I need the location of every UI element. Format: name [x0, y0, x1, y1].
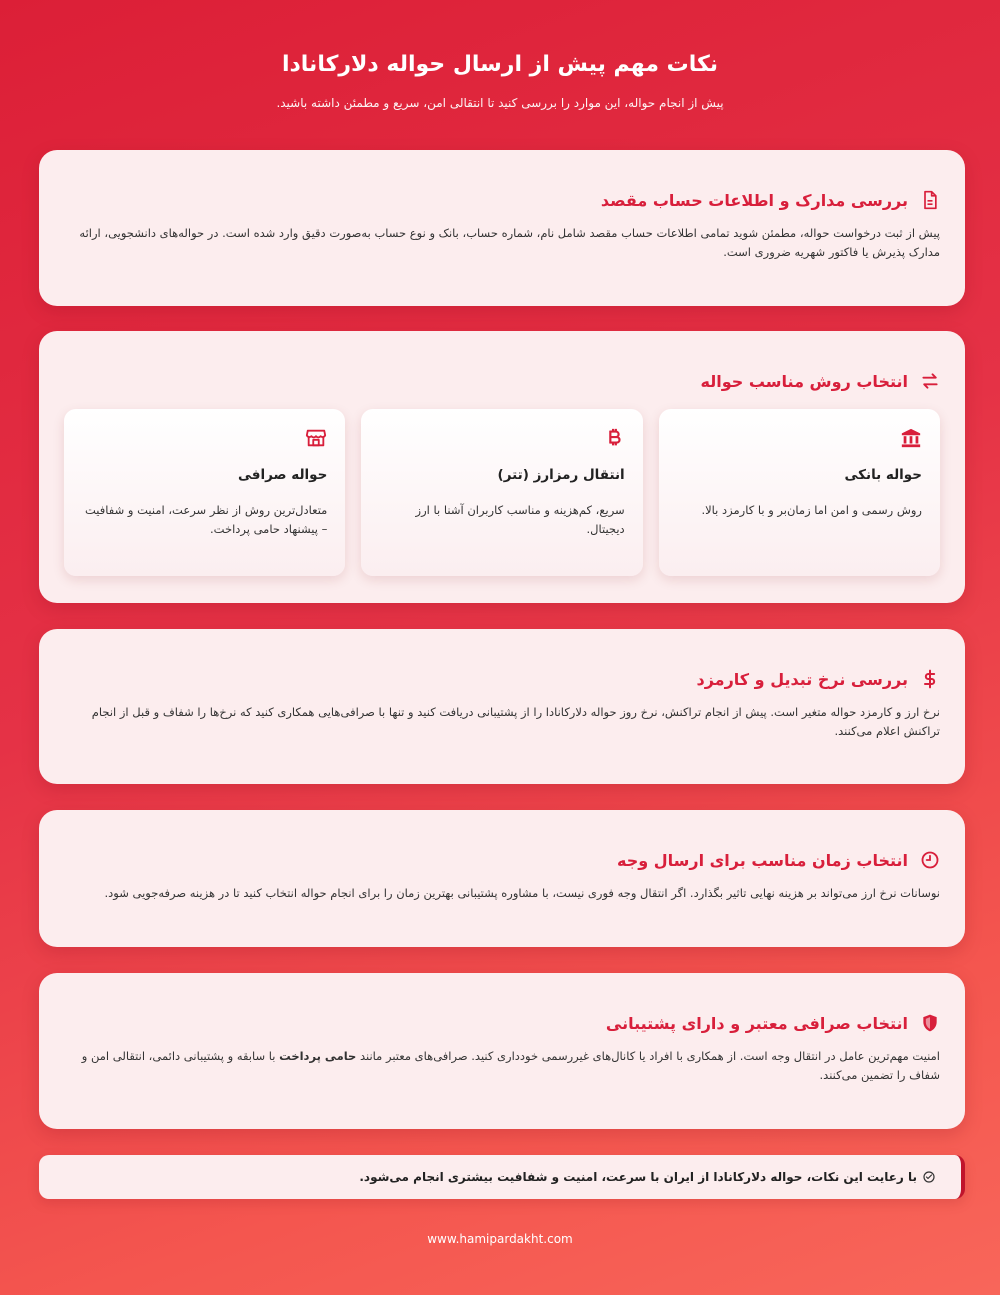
documents-card [39, 150, 965, 306]
summary-note [39, 1155, 965, 1199]
method-card [39, 331, 965, 603]
timing-text: نوسانات نرخ ارز می‌تواند بر هزینه نهایی تاثیر بگذارد. اگر انتقال وجه فوری نیست، با مشاوره پشتیبانی بهترین زمان را برای انجام حواله انتخاب کنید تا در هزینه صرفه‌جویی شود. [104, 886, 940, 900]
bank-icon [900, 427, 922, 449]
method-option-bank [659, 409, 940, 576]
method-option-title: انتقال رمزارز (تتر) [497, 467, 625, 483]
method-option-exchange [64, 409, 345, 576]
shield-icon [920, 1013, 940, 1033]
rate-text: نرخ ارز و کارمزد حواله متغیر است. پیش از انجام تراکنش، نرخ روز حواله دلارکانادا را از پشتیبانی دریافت کنید و تنها با صرافی‌هایی همکاری کنید که نرخ‌ها را شفاف و قبل از انجام تراکنش اعلام می‌کنند. [91, 705, 940, 738]
method-option-title: حواله صرافی [237, 467, 328, 483]
summary-note-text: با رعایت این نکات، حواله دلارکانادا از ایران با سرعت، امنیت و شفافیت بیشتری انجام می‌شود. [359, 1170, 917, 1184]
method-option-text: روش رسمی و امن اما زمان‌بر و با کارمزد بالا. [701, 503, 922, 517]
exchange-text-start: امنیت مهم‌ترین عامل در انتقال وجه است. از همکاری با افراد یا کانال‌های غیررسمی خودداری کنید. صرافی‌های معتبر مانند [356, 1049, 940, 1063]
timing-title: انتخاب زمان مناسب برای ارسال وجه [617, 850, 908, 870]
clock-icon [920, 850, 940, 870]
documents-title: بررسی مدارک و اطلاعات حساب مقصد [600, 190, 908, 210]
check-circle-icon [923, 1171, 935, 1183]
store-icon [305, 427, 327, 449]
document-icon [920, 190, 940, 210]
method-options [64, 409, 940, 576]
page-title: نکات مهم پیش از ارسال حواله دلارکانادا [281, 52, 719, 77]
documents-text: پیش از ثبت درخواست حواله، مطمئن شوید تمامی اطلاعات حساب مقصد شامل نام، شماره حساب، بانک و نوع حساب به‌صورت دقیق وارد شده است. در حواله‌های دانشجویی، ارائه مدارک پذیرش یا فاکتور شهریه ضروری است. [79, 226, 940, 259]
exchange-text-end: با سابقه و پشتیبانی دائمی، انتقالی امن و شفاف را تضمین می‌کنند. [81, 1049, 940, 1082]
exchange-card [39, 973, 965, 1129]
exchange-highlight: حامی پرداخت [279, 1049, 357, 1063]
exchange-title: انتخاب صرافی معتبر و دارای پشتیبانی [605, 1013, 908, 1033]
method-option-crypto [361, 409, 642, 576]
bitcoin-icon [603, 427, 625, 449]
rate-card [39, 629, 965, 784]
method-option-text: متعادل‌ترین روش از نظر سرعت، امنیت و شفافیت – پیشنهاد حامی پرداخت. [85, 503, 328, 536]
rate-title: بررسی نرخ تبدیل و کارمزد [696, 669, 908, 689]
method-option-title: حواله بانکی [844, 467, 922, 483]
dollar-icon [920, 669, 940, 689]
timing-card [39, 810, 965, 947]
footer-url[interactable]: www.hamipardakht.com [427, 1232, 573, 1246]
swap-arrows-icon [920, 371, 940, 391]
method-title: انتخاب روش مناسب حواله [700, 371, 908, 391]
exchange-text [64, 1047, 940, 1085]
page-header [0, 0, 1000, 110]
page-subtitle: پیش از انجام حواله، این موارد را بررسی کنید تا انتقالی امن، سریع و مطمئن داشته باشید. [276, 96, 724, 110]
method-option-text: سریع، کم‌هزینه و مناسب کاربران آشنا با ارز دیجیتال. [415, 503, 625, 536]
